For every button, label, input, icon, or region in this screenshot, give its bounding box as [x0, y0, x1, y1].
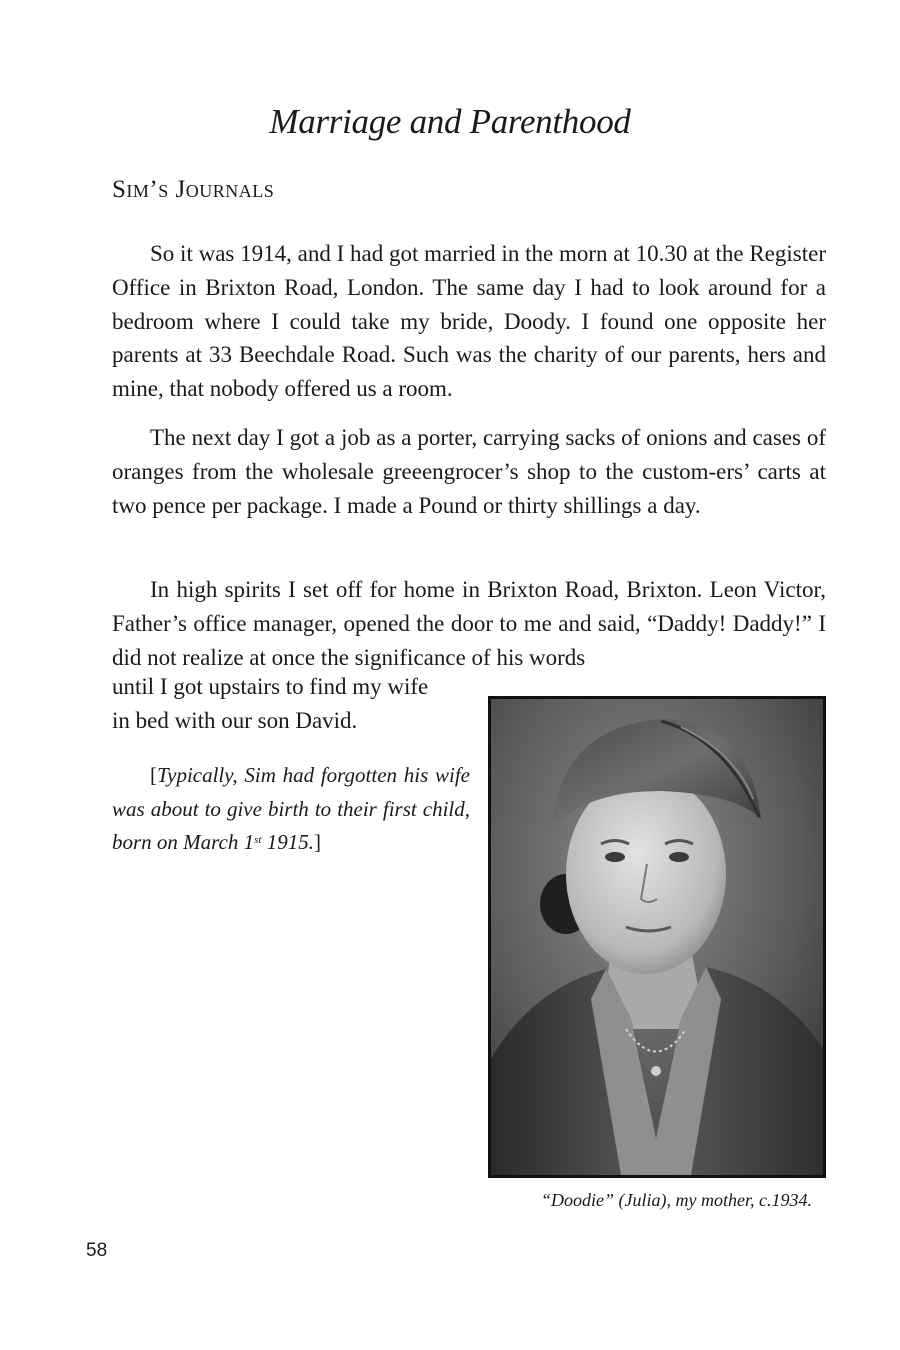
chapter-title: Marriage and Parenthood [269, 102, 631, 141]
editorial-note [112, 759, 470, 860]
note-year: 1915. [261, 830, 314, 855]
note-superscript: st [254, 834, 262, 847]
page-number: 58 [86, 1240, 108, 1261]
paragraph-3: In high spirits I set off for home in Brixton Road, Brixton. Leon Victor, Father’s office manager, opened the door to me and said, “Daddy! Daddy!” I did not realize at once the significance of his words [112, 577, 826, 670]
portrait-photo [488, 696, 826, 1178]
section-heading: Sim’s Journals [112, 176, 275, 203]
note-text: Typically, Sim had forgotten his wife was about to give birth to their first child, born on March 1 [112, 763, 470, 855]
paragraph-3-continuation-line-1: until I got upstairs to find my wife [112, 674, 429, 699]
note-open-bracket: [ [150, 763, 157, 787]
note-close-bracket: ] [313, 830, 321, 855]
paragraph-2: The next day I got a job as a porter, carrying sacks of onions and cases of oranges from the wholesale greeengrocer’s shop to the custom-ers’ carts at two pence per package. I made a Pound or thirty shillings a day. [112, 425, 826, 518]
paragraph-1: So it was 1914, and I had got married in the morn at 10.30 at the Register Office in Brixton Road, London. The same day I had to look around for a bedroom where I could take my bride, Doody. I found one opposite her parents at 33 Beechdale Road. Such was the charity of our parents, hers and mine, that nobody offered us a room. [112, 241, 826, 402]
photo-caption: “Doodie” (Julia), my mother, c.1934. [541, 1190, 812, 1210]
paragraph-3-continuation-line-2: in bed with our son David. [112, 708, 358, 733]
portrait-photo-icon [491, 699, 823, 1175]
